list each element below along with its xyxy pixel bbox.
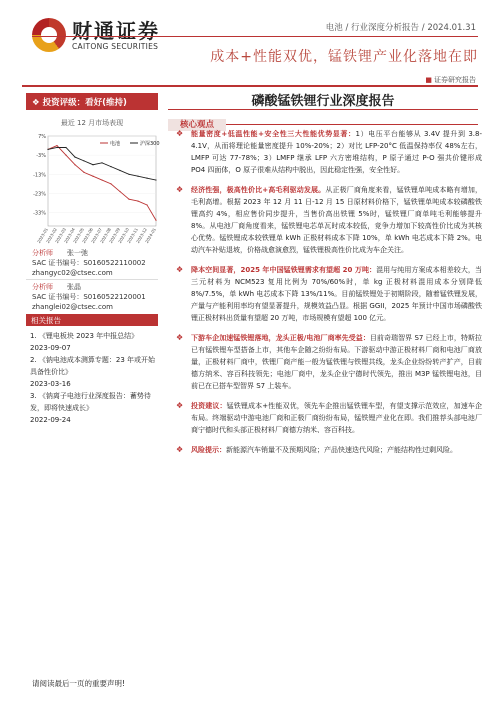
- analyst-cert: SAC 证书编号：S0160522120001: [32, 293, 146, 301]
- analyst-email[interactable]: zhangyc02@ctsec.com: [32, 269, 113, 277]
- analyst-divider: [26, 279, 158, 280]
- data-point: [56, 147, 57, 148]
- related-report-date: 2022-09-24: [30, 416, 71, 424]
- series-line: [48, 147, 156, 180]
- data-point: [65, 155, 66, 156]
- header-red-rule: [22, 85, 478, 87]
- logo-mark-icon: [32, 18, 66, 52]
- report-headline: 成本+性能双优，锰铁锂产业化落地在即: [210, 49, 478, 65]
- diamond-bullet-icon: ❖: [176, 333, 184, 342]
- data-point: [128, 199, 129, 200]
- analyst-name: 张晶: [67, 283, 81, 291]
- key-point: [176, 332, 482, 392]
- data-point: [119, 170, 120, 171]
- key-point-text: 锰铁锂成本+性能双优，领先车企推出锰铁锂车型，有望支撑示范效应，加速车企布局。终端驱动中游电池厂商和正极厂商纷纷布局，锰铁锂产业化在即。我们推荐头部电池厂商宁德时代和头部正极材料厂商德方纳米、容百科技。: [191, 402, 482, 434]
- data-point: [146, 204, 147, 205]
- related-report-date: 2023-03-16: [30, 380, 71, 388]
- x-tick-label: 2023-06: [81, 227, 94, 244]
- related-report-item[interactable]: 1. 《锂电板块 2023 年中报总结》: [30, 332, 139, 340]
- x-tick-label: 2023-05: [72, 227, 85, 244]
- key-point-lead: 风险提示：: [191, 446, 226, 454]
- x-tick-label: 2023-09: [108, 227, 121, 244]
- x-tick-label: 2023-04: [63, 227, 76, 244]
- data-point: [65, 147, 66, 148]
- x-tick-label: 2023-08: [99, 227, 112, 244]
- performance-chart: [26, 130, 160, 250]
- related-report-date: 2023-09-07: [30, 344, 71, 352]
- data-point: [110, 166, 111, 167]
- breadcrumb: 电池 / 行业深度分析报告 / 2024.01.31: [325, 23, 476, 33]
- key-point-text: 1）电压平台能够从 3.4V 提升到 3.8-4.1V，从而将理论能量密度提升 10%-20%；2）对比 LFP-20°C 低温保持率仅 48%左右，LMFP 可达 77-78%；3）LMFP 继承 LFP 六方密堆结构，P 原子通过 P-O 强共价键形成 PO4 四面体，O 原子很难从结构中脱出，因此稳定性强，安全性好。: [191, 130, 482, 174]
- x-tick-label: 2023-11: [126, 227, 139, 244]
- data-point: [101, 162, 102, 163]
- data-point: [146, 178, 147, 179]
- key-point-lead: 经济性强，极高性价比+高毛利驱动发展。: [191, 186, 326, 194]
- header-divider: [32, 36, 478, 37]
- legend-label: 电池: [110, 141, 121, 147]
- data-point: [92, 164, 93, 165]
- analyst-role: 分析师: [32, 249, 53, 257]
- diamond-bullet-icon: ❖: [176, 401, 184, 410]
- report-type-tag: ■ 证券研究报告: [425, 75, 476, 85]
- company-logo: [32, 18, 160, 52]
- disclaimer-note: 请阅读最后一页的重要声明!: [32, 679, 126, 688]
- rating-label: 投资评级：看好(维持): [42, 98, 127, 108]
- x-tick-label: 2023-01: [36, 227, 49, 244]
- analyst-cert: SAC 证书编号：S0160522110002: [32, 259, 146, 267]
- rating-icon: ❖: [32, 98, 40, 108]
- data-point: [74, 164, 75, 165]
- key-point: [176, 184, 482, 256]
- analyst-name: 张一弛: [67, 249, 88, 257]
- x-tick-label: 2023-07: [90, 227, 103, 244]
- x-tick-label: 2023-10: [117, 227, 130, 244]
- logo-english-name: CAITONG SECURITIES: [72, 41, 159, 51]
- analyst-1: [32, 248, 146, 278]
- key-point: [176, 444, 482, 456]
- legend-label: 沪深300: [140, 141, 160, 147]
- y-tick-label: -33%: [33, 210, 46, 217]
- analyst-email[interactable]: zhanglei02@ctsec.com: [32, 303, 113, 311]
- logo-chinese-name: 财通证券: [72, 18, 160, 43]
- key-point: [176, 400, 482, 436]
- y-tick-label: -13%: [33, 172, 46, 179]
- analyst-role: 分析师: [32, 283, 53, 291]
- data-point: [47, 149, 48, 150]
- rating-box: [26, 93, 158, 110]
- key-point-lead: 下游车企加速锰铁锂落地，龙头正极/电池厂商率先受益：: [191, 334, 370, 342]
- key-point-text: 目前奇瑞智界 S7 已经上市，特斯拉已有锰铁锂车型搭备上市，其他车企随之纷纷布局。下游驱动中游正极材料厂商和电池厂商放量，正极材料厂商中，铁锂厂商产能一般为锰铁锂与铁锂共线，龙头企业纷纷转产扩产，目前德方纳米、容百科技领先；电池厂商中，龙头企业宁德时代领先，推出 M3P 锰铁锂电池，目前已在已搭车型智界 S7 上装车。: [191, 334, 482, 390]
- key-point: [176, 128, 482, 176]
- y-tick-label: -3%: [36, 153, 46, 160]
- data-point: [101, 179, 102, 180]
- data-point: [137, 201, 138, 202]
- key-point: [176, 264, 482, 324]
- data-point: [83, 160, 84, 161]
- data-point: [74, 156, 75, 157]
- performance-caption: 最近 12 月市场表现: [60, 119, 124, 127]
- data-point: [128, 174, 129, 175]
- x-tick-label: 2023-12: [135, 227, 148, 244]
- key-point-text: 从正极厂商角度来看，锰铁锂单吨成本略有增加，毛利高增。根据 2023 年 12 月 11 日-12 月 15 日原材料价格下，锰铁锂单吨成本较磷酸铁锂高约 4%，相应售价同步提升，当售价高出铁锂 5%时，锰铁锂厂商单吨毛利能够提升 8%。从电池厂商角度看来，锰铁锂电芯单瓦时成本较低，竞争力增加下较高性价比成为其核心优势。锰铁锂成本较铁锂单 kWh 正极材料成本下降 10%，单 kWh 电芯成本下降 2%。电动汽车补贴退坡，价格战愈演愈烈，锰铁锂极高性价比成为车企关注。: [191, 186, 483, 254]
- data-point: [137, 176, 138, 177]
- key-point-lead: 能量密度+低温性能+安全性三大性能优势显著：: [191, 130, 356, 138]
- data-point: [83, 172, 84, 173]
- key-point-text: 新能源汽车销量不及预期风险；产品快速迭代风险；产能结构性过剩风险。: [226, 446, 457, 454]
- x-tick-label: 2023-03: [54, 227, 67, 244]
- diamond-bullet-icon: ❖: [176, 445, 184, 454]
- diamond-bullet-icon: ❖: [176, 129, 184, 138]
- data-point: [92, 176, 93, 177]
- data-point: [110, 183, 111, 184]
- data-point: [155, 179, 156, 180]
- analyst-2: [32, 282, 146, 312]
- related-reports-header: 相关报告: [26, 314, 158, 326]
- core-views-header: [168, 112, 478, 130]
- key-point-text: 混用与纯用方案成本相差较大，当三元材料为 NCM523 复用比例为 70%/60%时，单 kg 正极材料混用成本分别降低 8%/7.5%，单 kWh 电芯成本下降 13%/11%。目前锰铁锂处于初期阶段，随着锰铁锂发展，产量与产能利用率均有望显著提升，规模效益凸显。根据 GGII，2025 年预计中国市场磷酸铁锂正极材料出货量有望超 20 万吨，市场规模有望超 100 亿元。: [191, 266, 482, 322]
- data-point: [119, 191, 120, 192]
- core-views-label: 核心观点: [168, 119, 226, 131]
- x-tick-label: 2023-02: [45, 227, 58, 244]
- key-point-lead: 投资建议：: [191, 402, 227, 410]
- main-title: 磷酸锰铁锂行业深度报告: [168, 90, 478, 110]
- series-line: [48, 146, 156, 221]
- key-points: [176, 128, 482, 464]
- y-tick-label: -23%: [33, 191, 46, 198]
- diamond-bullet-icon: ❖: [176, 185, 184, 194]
- diamond-bullet-icon: ❖: [176, 265, 184, 274]
- related-report-item[interactable]: 3. 《钠离子电池行业深度报告：蓄势待发，即将快速成长》: [30, 392, 151, 412]
- y-tick-label: 7%: [38, 134, 46, 140]
- related-report-item[interactable]: 2. 《钠电池成本测算专题：23 年或开始具备性价比》: [30, 356, 156, 376]
- x-tick-label: 2024-01: [144, 227, 157, 244]
- data-point: [56, 145, 57, 146]
- related-reports-list: [30, 330, 162, 426]
- key-point-lead: 降本空间显著，2025 年中国锰铁锂需求有望超 20 万吨：: [191, 266, 377, 274]
- data-point: [155, 220, 156, 221]
